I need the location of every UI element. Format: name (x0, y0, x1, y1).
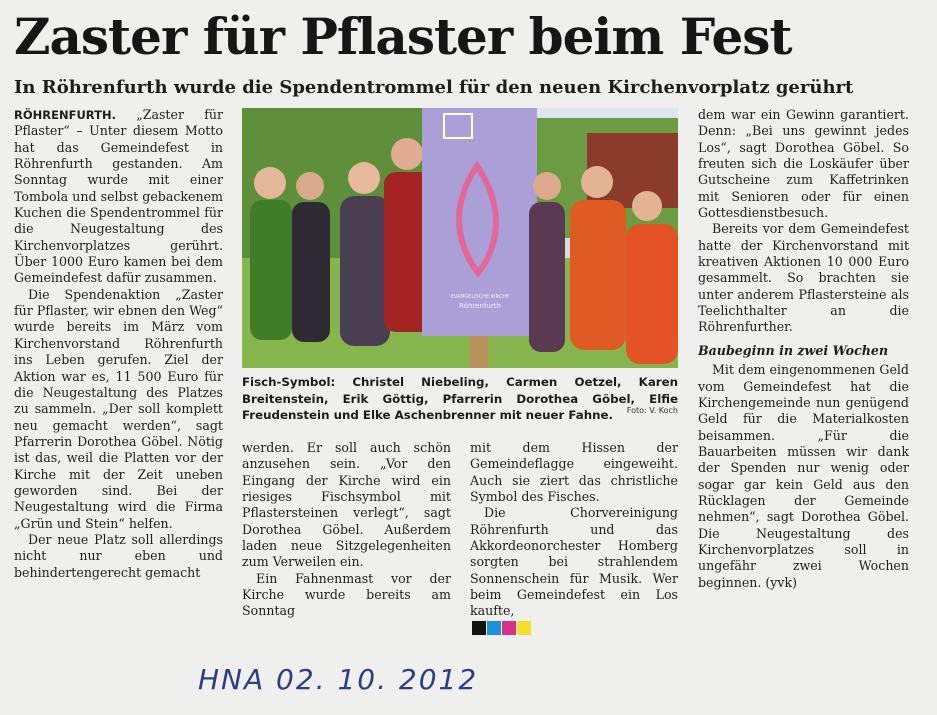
paragraph (14, 107, 223, 287)
photo-caption: Fisch-Symbol: Christel Niebeling, Carmen Oetzel, Karen Breitenstein, Erik Göttig, Pfarrerin Dorothea Göbel, Elfie Freudenstein und Elke Aschenbrenner mit neuer Fahne. (242, 375, 678, 422)
photo-credit: Foto: V. Koch (626, 406, 678, 415)
color-mark-yellow (517, 621, 531, 635)
paragraph: Ein Fahnenmast vor der Kirche wurde bereits am Sonntag (242, 570, 451, 619)
print-color-marks (472, 621, 532, 635)
article-column-1 (14, 107, 223, 581)
article-headline: Zaster für Pflaster beim Fest (14, 7, 792, 66)
paragraph: Die Chorvereinigung Röhrenfurth und das Akkordeonorchester Homberg sorgten bei strahlendem Sonnenschein für Musik. Wer beim Gemeindefest ein Los kaufte, (470, 505, 678, 619)
article-subheadline: In Röhrenfurth wurde die Spendentrommel für den neuen Kirchenvorplatz gerührt (14, 77, 854, 98)
dateline: RÖHRENFURTH. (14, 108, 116, 122)
article-column-4 (698, 107, 909, 591)
paragraph: mit dem Hissen der Gemeindeflagge eingeweiht. Auch sie ziert das christliche Symbol des Fisches. (470, 440, 678, 505)
paragraph: Bereits vor dem Gemeindefest hatte der Kirchenvorstand mit kreativen Aktionen 10 000 Euro gesammelt. So brachten sie unter anderem Pflastersteine als Teelichthalter an die Röhrenfurther. (698, 221, 909, 335)
paragraph: werden. Er soll auch schön anzusehen sein. „Vor den Eingang der Kirche wird ein riesiges Fischsymbol mit Pflastersteinen verlegt“, sagt Dorothea Göbel. Außerdem laden neue Sitzgelegenheiten zum Verweilen ein. (242, 440, 451, 570)
color-mark-magenta (502, 621, 516, 635)
paragraph: dem war ein Gewinn garantiert. Denn: „Bei uns gewinnt jedes Los“, sagt Dorothea Göbel. So freuten sich die Loskäufer über Gutscheine zum Kaffetrinken mit Senioren oder für einen Gottesdienstbesuch. (698, 107, 909, 221)
banner-text-2: Röhrenfurth (459, 302, 501, 310)
banner-text-1: EVANGELISCHE KIRCHE (450, 294, 510, 300)
church-banner (422, 108, 537, 336)
paragraph: Der neue Platz soll allerdings nicht nur eben und behindertengerecht gemacht (14, 531, 223, 580)
paragraph-text: „Zaster für Pflaster“ – Unter diesem Motto hat das Gemeindefest in Röhrenfurth gestanden. Am Sonntag wurde mit einer Tombola und selbst gebackenem Kuchen die Spendentrommel für die Neugestaltung des Kirchenvorplatzes gerührt. Über 1000 Euro kamen bei dem Gemeindefest dafür zusammen. (14, 107, 223, 286)
article-photo (242, 108, 678, 368)
photo-illustration (242, 108, 678, 368)
article-column-2 (242, 440, 451, 620)
paragraph: Mit dem eingenommenen Geld vom Gemeindefest hat die Kirchengemeinde nun genügend Geld für die Materialkosten beisammen. „Für die Bauarbeiten müssen wir dank der Spenden nur wenig oder sogar gar kein Geld aus den Rücklagen der Gemeinde nehmen“, sagt Dorothea Göbel. Die Neugestaltung des Kirchenvorplatzes soll in ungefähr zwei Wochen beginnen. (yvk) (698, 362, 909, 590)
article-column-3 (470, 440, 678, 620)
color-mark-cyan (487, 621, 501, 635)
crosshead: Baubeginn in zwei Wochen (698, 342, 889, 358)
people-group-right (529, 166, 678, 364)
handwritten-source-date: HNA 02. 10. 2012 (198, 663, 479, 696)
paragraph: Die Spendenaktion „Zaster für Pflaster, wir ebnen den Weg“ wurde bereits im März vom Kirchenvorstand Röhrenfurth ins Leben gerufen. Ziel der Aktion war es, 11 500 Euro für die Neugestaltung des Platzes zu sammeln. „Der soll komplett neu gemacht werden“, sagt Pfarrerin Dorothea Göbel. Nötig ist das, weil die Platten vor der Kirche mit der Zeit uneben geworden sind. Bei der Neugestaltung wird die Firma „Grün und Stein“ helfen. (14, 286, 223, 531)
color-mark-black (472, 621, 486, 635)
